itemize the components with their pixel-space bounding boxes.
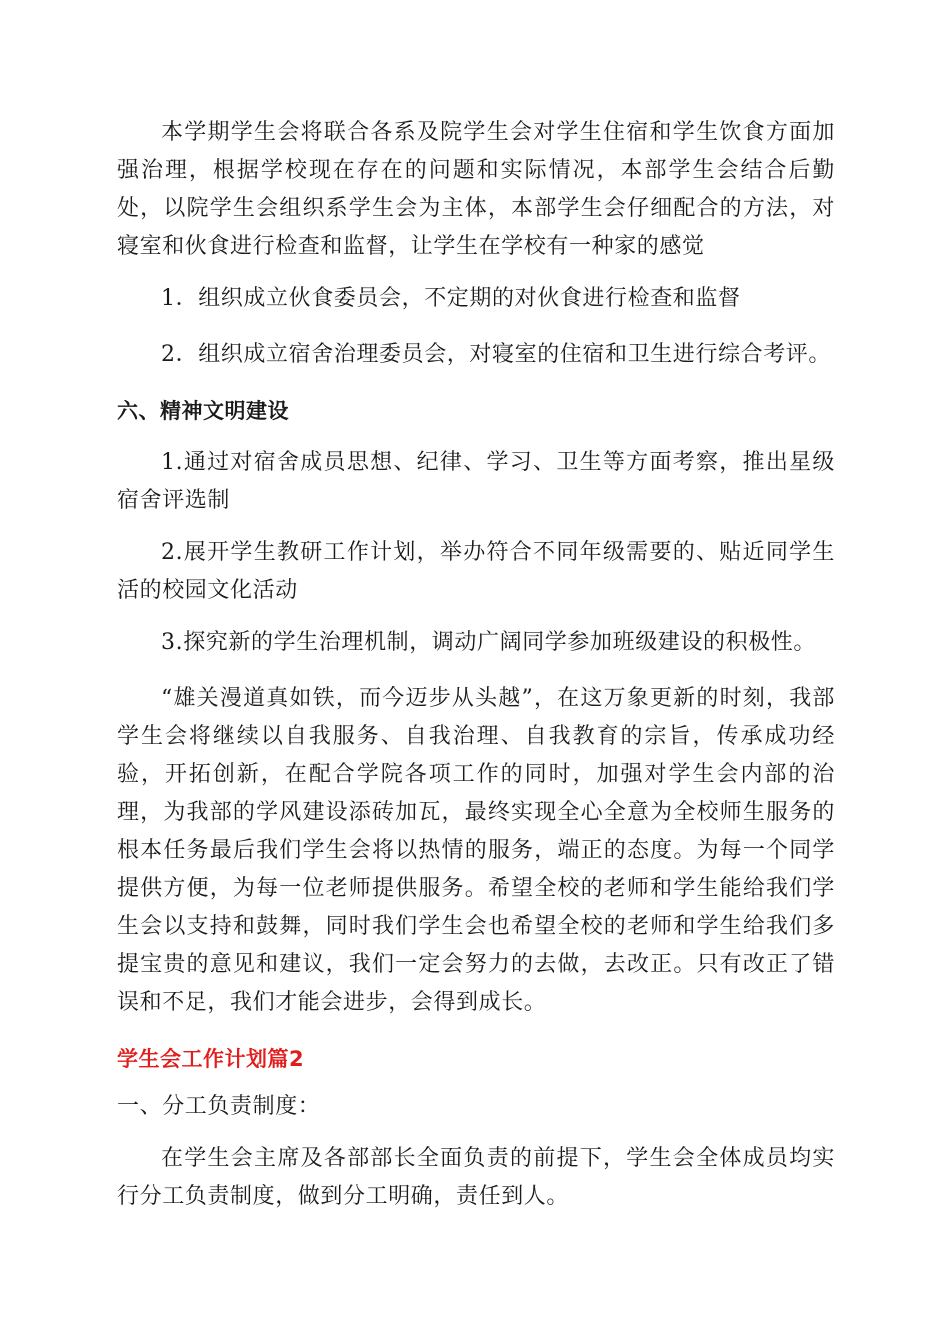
section-heading-spiritual-civilization: 六、精神文明建设 [117,399,289,423]
paragraph-item-campus-culture: 2.展开学生教研工作计划，举办符合不同年级需要的、贴近同学生活的校园文化活动 [117,540,835,603]
paragraph-item-governance-mechanism: 3.探究新的学生治理机制，调动广阔同学参加班级建设的积极性。 [161,630,816,655]
section-heading-work-plan-2: 学生会工作计划篇2 [117,1047,305,1071]
paragraph-item-canteen-committee: 1．组织成立伙食委员会，不定期的对伙食进行检查和监督 [161,286,741,311]
paragraph-item-star-dorm: 1.通过对宿舍成员思想、纪律、学习、卫生等方面考察，推出星级宿舍评选制 [117,450,835,513]
paragraph-item-dorm-committee: 2．组织成立宿舍治理委员会，对寝室的住宿和卫生进行综合考评。 [161,342,831,367]
paragraph-closing-remarks: “雄关漫道真如铁，而今迈步从头越”，在这万象更新的时刻，我部学生会将继续以自我服务、自我治理、自我教育的宗旨，传承成功经验，开拓创新，在配合学院各项工作的同时，加强对学生会内部的治理，为我部的学风建设添砖加瓦，最终实现全心全意为全校师生服务的根本任务最后我们学生会将以热情的服务，端正的态度。为每一个同学提供方便，为每一位老师提供服务。希望全校的老师和学生能给我们学生会以支持和鼓舞，同时我们学生会也希望全校的老师和学生给我们多提宝贵的意见和建议，我们一定会努力的去做，去改正。只有改正了错误和不足，我们才能会进步，会得到成长。 [117,686,835,1015]
subheading-division-of-labor: 一、分工负责制度： [117,1094,321,1119]
paragraph-dorm-management: 本学期学生会将联合各系及院学生会对学生住宿和学生饮食方面加强治理，根据学校现在存在的问题和实际情况，本部学生会结合后勤处，以院学生会组织系学生会为主体，本部学生会仔细配合的方法，对寝室和伙食进行检查和监督，让学生在学校有一种家的感觉 [117,120,835,259]
paragraph-division-of-labor: 在学生会主席及各部部长全面负责的前提下，学生会全体成员均实行分工负责制度，做到分工明确，责任到人。 [117,1146,835,1209]
